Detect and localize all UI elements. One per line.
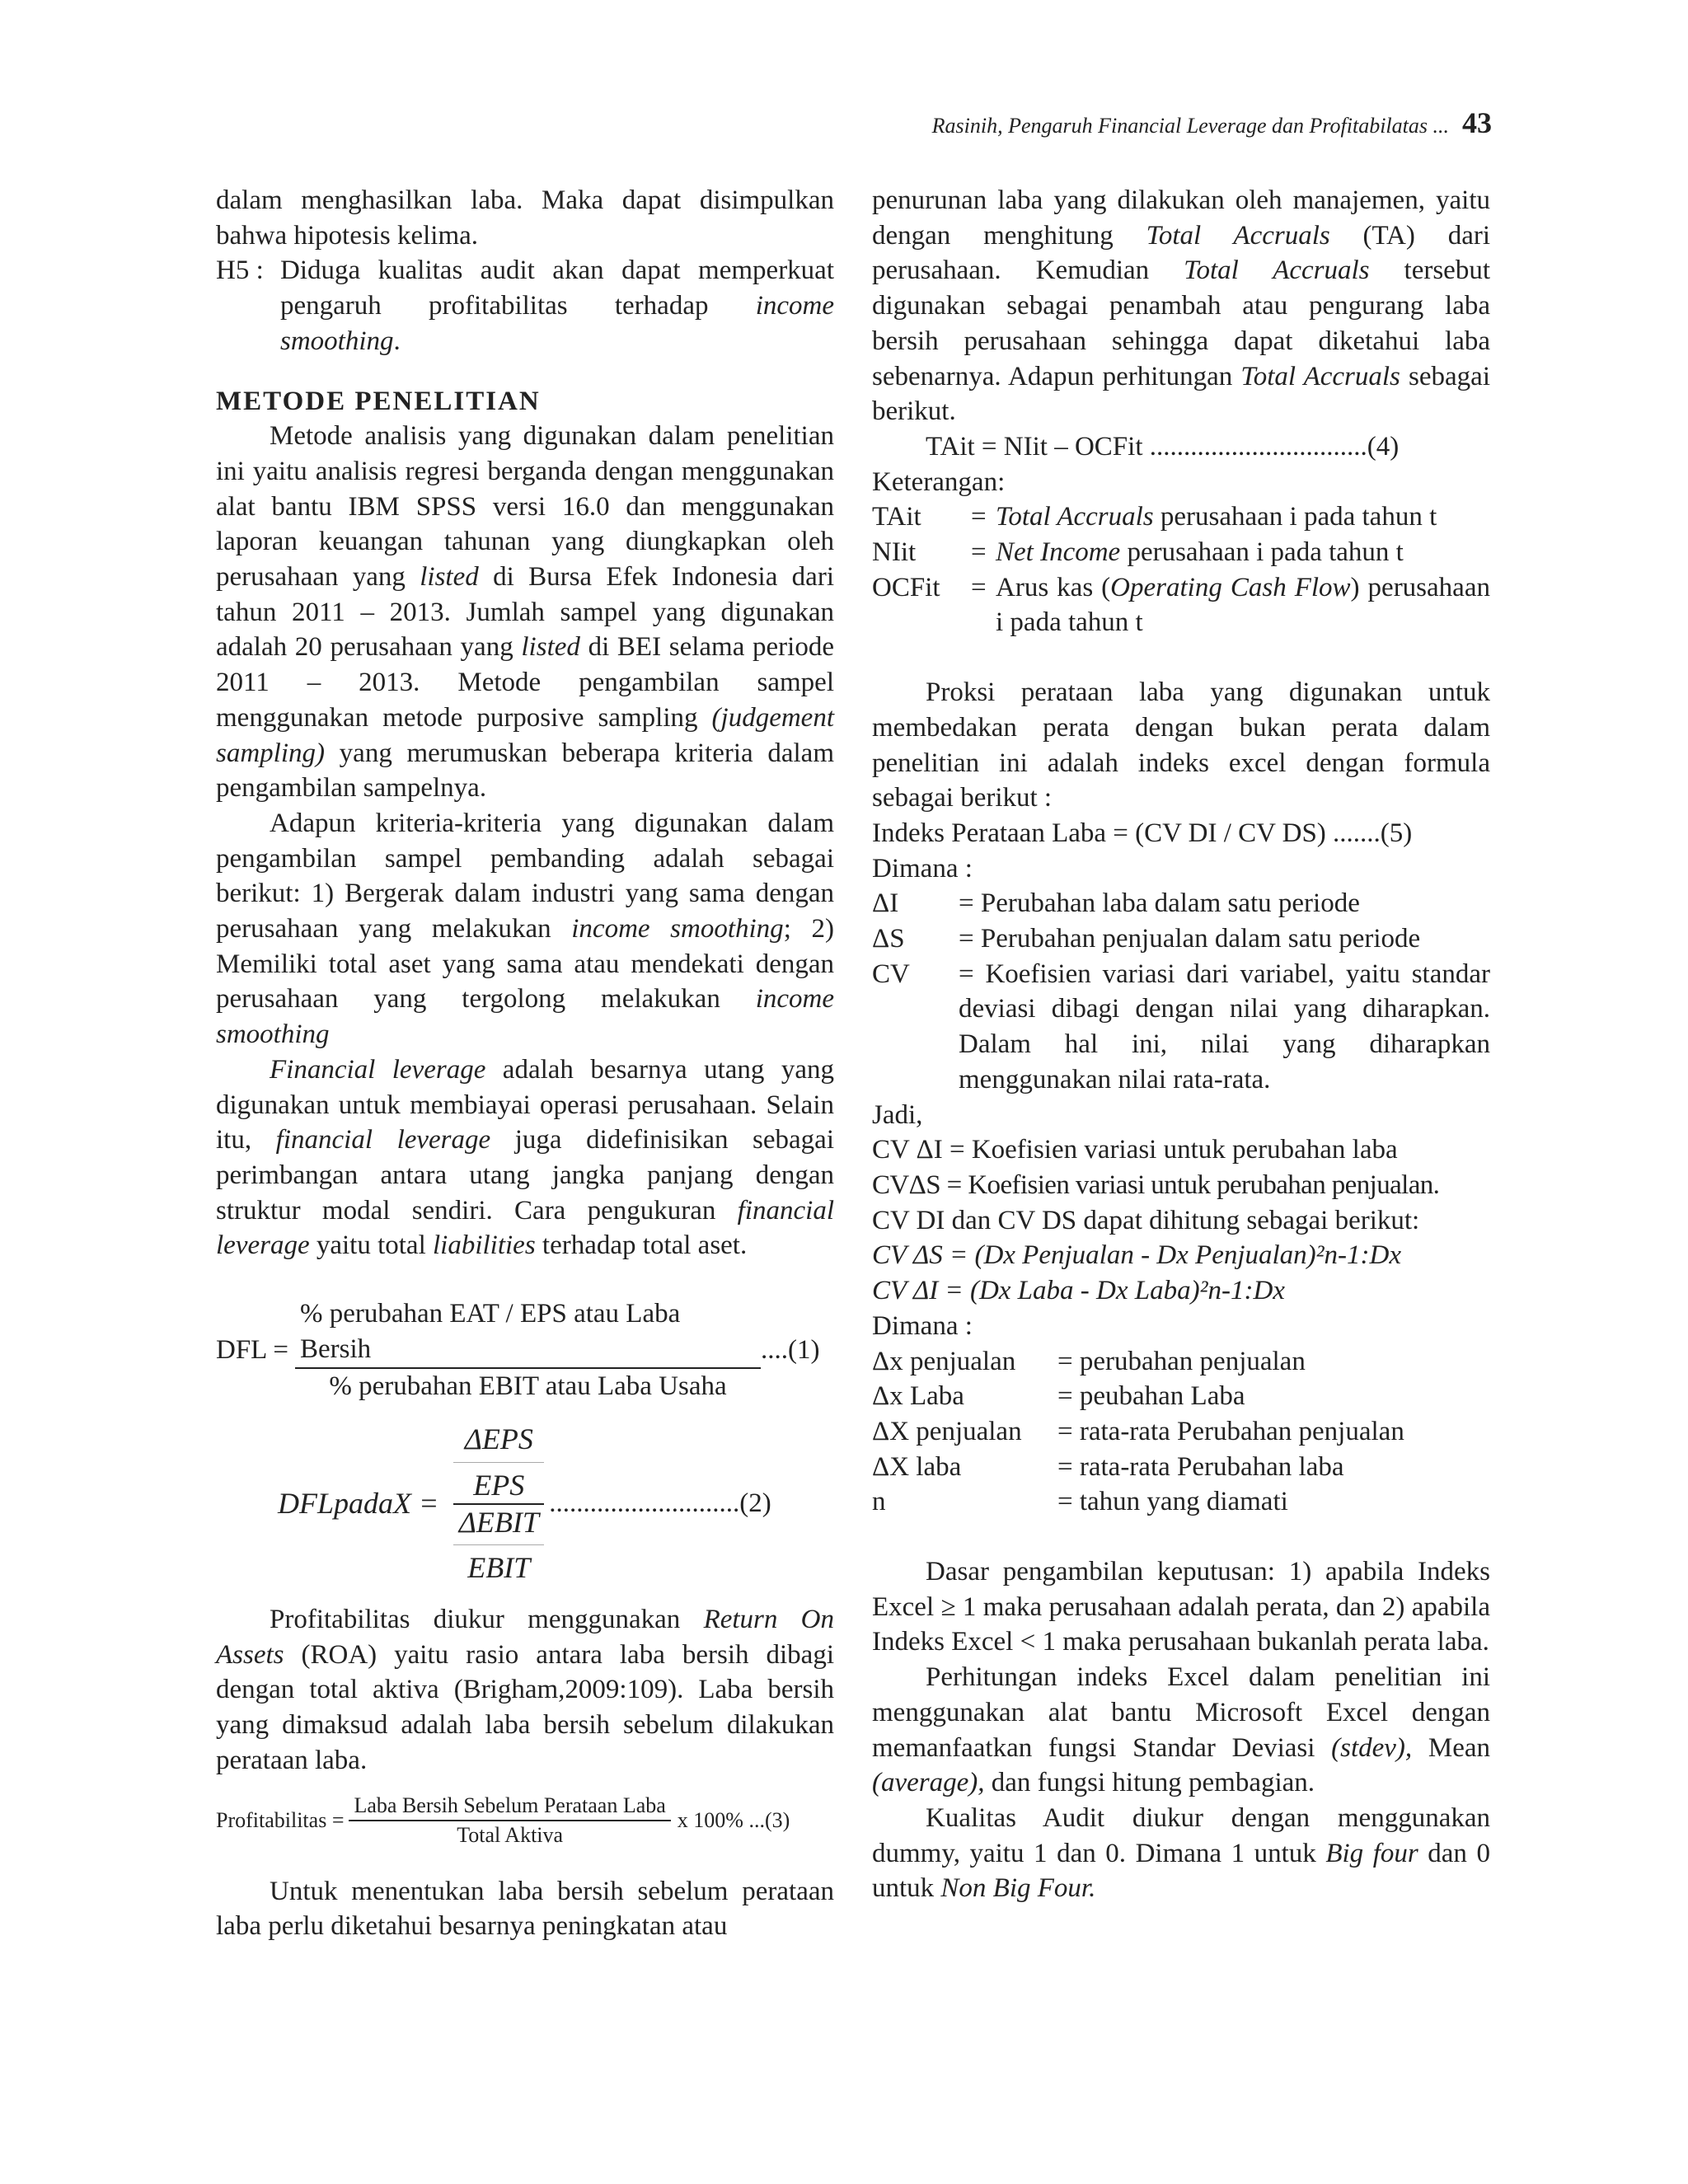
r-p1-a: penurunan laba yang dilakukan oleh manajemen, yaitu dengan menghitung: [872, 185, 1490, 251]
p3-i1: Financial leverage: [270, 1054, 486, 1085]
legend-def-a: Arus kas (: [996, 572, 1111, 602]
def-text: = Perubahan laba dalam satu periode: [959, 888, 1360, 919]
p3-a: adalah besarnya utang yang digunakan untuk membiayai operasi perusahaan. Selain itu,: [216, 1054, 834, 1155]
cv-calc-line: CV DI dan CV DS dapat dihitung sebagai berikut:: [872, 1205, 1420, 1235]
var-row: [872, 1379, 1490, 1414]
accruals-paragraph: [872, 183, 1490, 429]
leverage-paragraph: [216, 1052, 834, 1263]
eq3-numerator: Laba Bersih Sebelum Perataan Laba: [354, 1793, 666, 1817]
legend-term: OCFit: [872, 572, 940, 602]
def-term: ΔI: [872, 888, 899, 919]
running-title: Rasinih, Pengaruh Financial Leverage dan Profitabilatas ...: [931, 114, 1449, 138]
keterangan-label: Keterangan:: [872, 466, 1006, 497]
p2-b: ; 2) Memiliki total aset yang sama atau mendekati dengan perusahaan yang tergolong melakukan: [216, 914, 834, 1015]
r-p4-a: Perhitungan indeks Excel dalam penelitian ini menggunakan alat bantu Microsoft Excel dengan memanfaatkan fungsi Standar Deviasi: [872, 1662, 1490, 1763]
def-row-cv: [872, 957, 1490, 1098]
var-def: = peubahan Laba: [1057, 1381, 1245, 1412]
def-term: ΔS: [872, 924, 905, 954]
legend-def: [996, 535, 1490, 570]
eq3-tag: x 100% ...(3): [677, 1807, 790, 1832]
p4-i1: Return On Assets: [216, 1605, 834, 1670]
def-row-delta-s: [872, 921, 1490, 957]
r-p1-i3: Total Accruals: [1240, 361, 1400, 391]
audit-paragraph: [872, 1801, 1490, 1906]
hypothesis-text: [280, 253, 834, 359]
eq1-denominator: % perubahan EBIT atau Laba Usaha: [329, 1371, 727, 1401]
closing-paragraph: Untuk menentukan laba bersih sebelum perataan laba perlu diketahui besarnya peningkatan atau: [216, 1876, 834, 1942]
def-term: CV: [872, 958, 910, 989]
var-term: Δx Laba: [872, 1381, 964, 1412]
legend-eq: =: [971, 502, 987, 532]
r-p4-i1: (stdev),: [1331, 1732, 1413, 1763]
eq1-fraction: [295, 1296, 761, 1404]
p3-i2: financial leverage: [275, 1125, 491, 1155]
eq2-num2: EPS: [473, 1468, 525, 1502]
cv-delta-i-line: CV ΔI = Koefisien variasi untuk perubahan laba: [872, 1135, 1398, 1165]
legend-def: [996, 499, 1490, 535]
legend-term: NIit: [872, 537, 917, 568]
r-p1-c: tersebut digunakan sebagai penambah atau pengurang laba bersih perusahaan sehingga dapat diketahui laba sebenarnya. Adapun perhitungan: [872, 255, 1490, 391]
formula-cv-delta-i: CV ΔI = (Dx Laba - Dx Laba)²n-1:Dx: [872, 1276, 1285, 1306]
eq2-den1: ΔEBIT: [458, 1505, 539, 1539]
legend-row-ocfit: [872, 570, 1490, 640]
legend-def-italic: Total Accruals: [996, 502, 1154, 532]
eq2-sep1: [453, 1462, 544, 1463]
intro-paragraph: dalam menghasilkan laba. Maka dapat disimpulkan bahwa hipotesis kelima.: [216, 185, 834, 251]
var-term: Δx penjualan: [872, 1346, 1016, 1376]
dimana-label-1: Dimana :: [872, 853, 973, 883]
var-term: ΔX laba: [872, 1451, 962, 1482]
cv-delta-s-line: CVΔS = Koefisien variasi untuk perubahan penjualan.: [872, 1169, 1440, 1200]
dimana-label-2: Dimana :: [872, 1310, 973, 1341]
section-heading: METODE PENELITIAN: [216, 386, 541, 416]
legend-def-rest: perusahaan i pada tahun t: [1120, 537, 1404, 568]
r-p1-i2: Total Accruals: [1184, 255, 1370, 286]
r-p4-b: Mean: [1412, 1732, 1491, 1763]
p1-d: yang merumuskan beberapa kriteria dalam pengambilan sampelnya.: [216, 738, 834, 804]
p2-i2: income smoothing: [216, 984, 834, 1050]
def-text: = Koefisien variasi dari variabel, yaitu standar deviasi dibagi dengan nilai yang diharapkan. Dalam hal ini, nilai yang diharapkan menggunakan nilai rata-rata.: [959, 958, 1490, 1094]
p4-b: (ROA) yaitu rasio antara laba bersih dibagi dengan total aktiva (Brigham,2009:109). Laba bersih yang dimaksud adalah laba bersih sebelum dilakukan perataan laba.: [216, 1639, 834, 1775]
var-def: = tahun yang diamati: [1057, 1487, 1288, 1517]
method-paragraph: [216, 419, 834, 806]
profitability-paragraph: [216, 1602, 834, 1779]
legend-def-b: ) perusahaan i pada tahun t: [996, 572, 1490, 638]
r-p4-i2: (average),: [872, 1768, 985, 1798]
h5-end: .: [393, 326, 401, 356]
p1-b: di Bursa Efek Indonesia dari tahun 2011 – 2013. Jumlah sampel yang digunakan adalah 20 perusahaan yang: [216, 562, 834, 663]
p4-a: Profitabilitas diukur menggunakan: [270, 1605, 704, 1635]
h5-italic: income smoothing: [280, 291, 834, 356]
def-row-delta-i: [872, 886, 1490, 921]
r-p4-c: dan fungsi hitung pembagian.: [984, 1768, 1315, 1798]
legend-def-rest: perusahaan i pada tahun t: [1153, 502, 1437, 532]
right-column: [872, 183, 1490, 1906]
eq2-den2: EBIT: [467, 1551, 531, 1585]
var-row: [872, 1414, 1490, 1450]
legend-term: TAit: [872, 502, 921, 532]
legend-def-italic: Net Income: [996, 537, 1121, 568]
legend-eq: =: [971, 537, 987, 568]
legend-eq: =: [971, 572, 987, 602]
equation-4: TAit = NIit – OCFit ................................(4): [926, 431, 1400, 462]
eq1-lhs: DFL =: [216, 1334, 288, 1365]
proxy-paragraph: Proksi perataan laba yang digunakan untuk membedakan perata dengan bukan perata dalam penelitian ini adalah indeks excel dengan formula sebagai berikut :: [872, 677, 1490, 813]
eq3-denominator: Total Aktiva: [457, 1822, 564, 1847]
equation-2: [278, 1422, 834, 1586]
p1-i1: listed: [420, 562, 479, 593]
left-column: [216, 183, 834, 1944]
r-p1-d: sebagai berikut.: [872, 361, 1491, 427]
p3-i4: liabilities: [433, 1230, 536, 1261]
formula-cv-delta-s: CV ΔS = (Dx Penjualan - Dx Penjualan)²n-1:Dx: [872, 1240, 1402, 1271]
var-def: = rata-rata Perubahan penjualan: [1057, 1416, 1404, 1446]
criteria-paragraph: [216, 806, 834, 1052]
r-p1-i1: Total Accruals: [1146, 220, 1330, 251]
eq2-sep2: [453, 1544, 544, 1545]
legend-def-italic: Operating Cash Flow: [1110, 572, 1351, 602]
p1-i2: listed: [521, 632, 580, 663]
p1-c: di BEI selama periode 2011 – 2013. Metode pengambilan sampel menggunakan metode purposive sampling: [216, 632, 834, 733]
p3-b: juga didefinisikan sebagai perimbangan antara utang jangka panjang dengan struktur modal sendiri. Cara pengukuran: [216, 1125, 834, 1226]
decision-paragraph: Dasar pengambilan keputusan: 1) apabila Indeks Excel ≥ 1 maka perusahaan adalah perata, dan 2) apabila Indeks Excel < 1 maka perusahaan bukanlah perata laba.: [872, 1557, 1490, 1657]
var-row: [872, 1484, 1490, 1520]
eq2-tag: ............................(2): [549, 1488, 771, 1519]
eq1-tag: ....(1): [760, 1334, 820, 1365]
r-p5-b: dan 0 untuk: [872, 1838, 1490, 1904]
h5-text: Diduga kualitas audit akan dapat memperkuat pengaruh profitabilitas terhadap: [280, 255, 834, 321]
legend-row-niit: [872, 535, 1490, 570]
var-term: ΔX penjualan: [872, 1416, 1022, 1446]
hypothesis-5: [216, 253, 834, 359]
excel-paragraph: [872, 1660, 1490, 1801]
page-number: 43: [1462, 106, 1492, 139]
equation-5: Indeks Perataan Laba = (CV DI / CV DS) .......(5): [872, 818, 1413, 848]
legend-def: [996, 570, 1490, 640]
p2-i1: income smoothing: [571, 914, 784, 944]
eq2-fraction: [453, 1422, 544, 1586]
var-row: [872, 1450, 1490, 1485]
jadi-label: Jadi,: [872, 1099, 923, 1130]
p1-i3: (judgement sampling): [216, 702, 834, 768]
p3-d: terhadap total aset.: [535, 1230, 748, 1261]
eq2-num1: ΔEPS: [464, 1422, 533, 1456]
eq2-lhs: DFLpadaX =: [278, 1487, 439, 1521]
legend-row-taits: [872, 499, 1490, 535]
eq3-lhs: Profitabilitas =: [216, 1807, 345, 1832]
r-p5-a: Kualitas Audit diukur dengan menggunakan dummy, yaitu 1 dan 0. Dimana 1 untuk: [872, 1802, 1490, 1868]
var-row: [872, 1344, 1490, 1380]
running-header: [857, 105, 1492, 147]
equation-3: [216, 1792, 834, 1849]
var-term: n: [872, 1487, 886, 1517]
var-def: = rata-rata Perubahan laba: [1057, 1451, 1344, 1482]
r-p5-i1: Big four: [1325, 1838, 1418, 1868]
var-def: = perubahan penjualan: [1057, 1346, 1306, 1376]
hypothesis-label: H5 :: [216, 255, 264, 286]
r-p5-i2: Non Big Four.: [940, 1873, 1096, 1904]
p3-i3: financial leverage: [216, 1195, 834, 1261]
equation-1: [216, 1296, 834, 1404]
p1-a: Metode analisis yang digunakan dalam penelitian ini yaitu analisis regresi berganda dengan menggunakan alat bantu IBM SPSS versi 16.0 dan menggunakan laporan keuangan tahunan yang diungkapkan oleh perusahaan yang: [216, 421, 834, 593]
r-p1-b: (TA) dari perusahaan. Kemudian: [872, 220, 1490, 286]
eq3-fraction: [349, 1792, 670, 1849]
eq1-numerator: % perubahan EAT / EPS atau Laba Bersih: [299, 1299, 681, 1364]
p3-c: yaitu total: [309, 1230, 433, 1261]
p2-a: Adapun kriteria-kriteria yang digunakan dalam pengambilan sampel pembanding adalah sebagai berikut: 1) Bergerak dalam industri yang sama dengan perusahaan yang melakukan: [216, 808, 834, 944]
def-text: = Perubahan penjualan dalam satu periode: [959, 924, 1421, 954]
